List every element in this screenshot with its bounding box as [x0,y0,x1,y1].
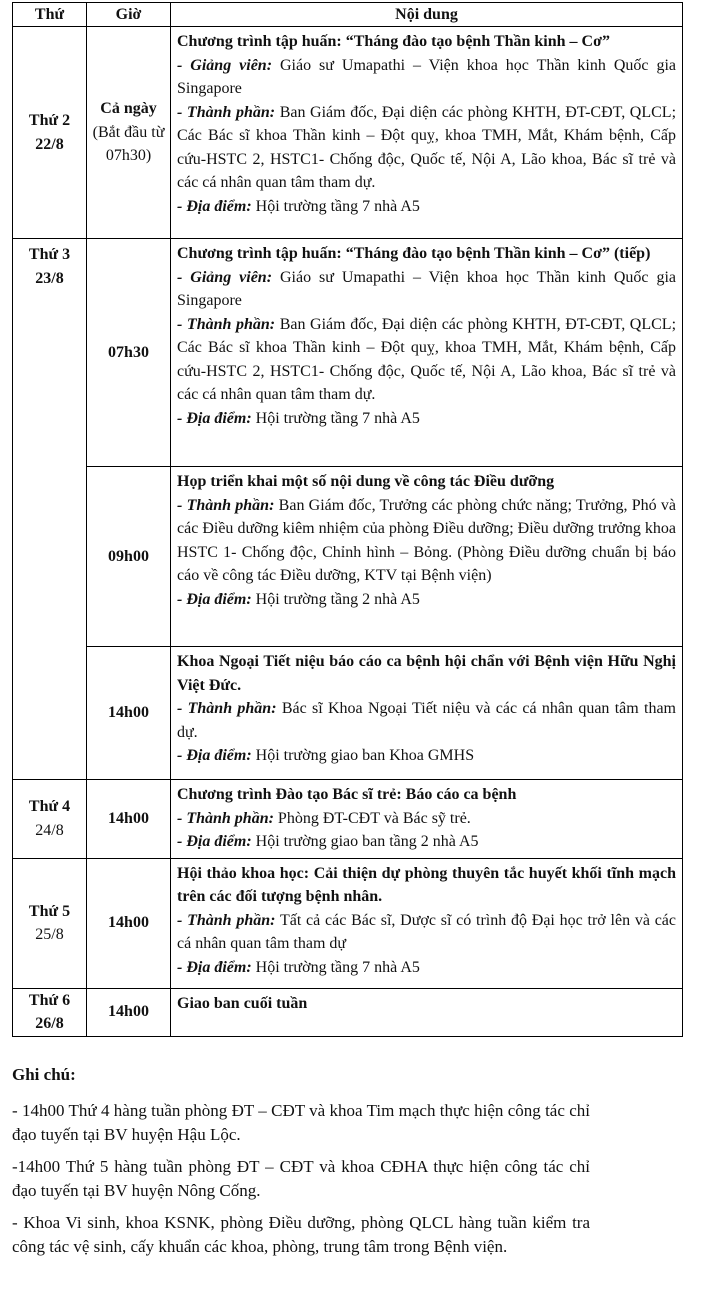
table-row [13,239,683,467]
header-time: Giờ [87,3,171,27]
event-content [171,858,683,988]
day-cell [13,988,87,1036]
event-item: - Giảng viên: Giáo sư Umapathi – Viện khoa học Thần kinh Quốc gia Singapore [177,268,676,309]
time-label: Cả ngày [100,100,157,118]
time-cell [87,780,171,859]
event-content [171,239,683,467]
event-title: Chương trình tập huấn: “Tháng đào tạo bệnh Thần kinh – Cơ” [177,33,610,50]
note-item: - Khoa Vi sinh, khoa KSNK, phòng Điều dưỡng, phòng QLCL hàng tuần kiểm tra công tác vệ sinh, cấy khuẩn các khoa, phòng, trung tâm trong Bệnh viện. [12,1213,590,1256]
header-row [13,3,683,27]
table-row [13,780,683,859]
time-cell [87,27,171,239]
event-item: - Địa điểm: Hội trường giao ban Khoa GMHS [177,747,475,764]
schedule-table [12,2,683,1037]
event-content [171,780,683,859]
time-label: 14h00 [108,810,149,827]
event-item: - Thành phần: Bác sĩ Khoa Ngoại Tiết niệu và các cá nhân quan tâm tham dự. [177,700,677,741]
time-label: 14h00 [108,704,149,722]
event-title: Chương trình tập huấn: “Tháng đào tạo bệnh Thần kinh – Cơ” (tiếp) [177,245,651,262]
day-date: 25/8 [35,926,64,943]
table-row [13,647,683,780]
event-title: Hội thảo khoa học: Cải thiện dự phòng thuyên tắc huyết khối tĩnh mạch trên các đối tượng bệnh nhân. [177,864,676,905]
note-item: -14h00 Thứ 5 hàng tuần phòng ĐT – CĐT và khoa CĐHA thực hiện công tác chỉ đạo tuyến tại BV huyện Nông Cống. [12,1157,590,1200]
day-date: 22/8 [35,135,64,153]
notes-section [12,1063,590,1267]
header-day: Thứ [13,3,87,27]
event-item: - Địa điểm: Hội trường tầng 7 nhà A5 [177,409,420,427]
day-cell [13,780,87,859]
time-note: (Bắt đầu từ 07h30) [92,123,165,165]
event-content [171,988,683,1036]
table-row [13,858,683,988]
table-row [13,27,683,239]
day-name: Thứ 2 [28,112,71,129]
day-name: Thứ 5 [28,902,71,920]
event-title: Họp triển khai một số nội dung về công tác Điều dưỡng [177,473,555,490]
time-label: 14h00 [108,914,149,932]
event-item: - Địa điểm: Hội trường tầng 2 nhà A5 [177,590,420,608]
time-cell [87,647,171,780]
day-cell [13,239,87,780]
header-content: Nội dung [171,3,683,27]
day-cell [13,27,87,239]
day-date: 23/8 [35,269,64,287]
time-cell [87,988,171,1036]
table-row [13,988,683,1036]
event-item: - Địa điểm: Hội trường tầng 7 nhà A5 [177,197,420,215]
event-item: - Thành phần: Ban Giám đốc, Đại diện các phòng KHTH, ĐT-CĐT, QLCL; Các Bác sĩ khoa Thần kinh – Đột quỵ, khoa TMH, Mắt, Khám bệnh, Cấp cứu-HSTC 2, HSTC1- Chống độc, Quốc tế, Nội A, Lão khoa, Bác sĩ trẻ và các cá nhân quan tâm tham dự. [177,315,677,403]
time-cell [87,239,171,467]
event-content [171,467,683,647]
note-item: - 14h00 Thứ 4 hàng tuần phòng ĐT – CĐT và khoa Tim mạch thực hiện công tác chỉ đạo tuyến tại BV huyện Hậu Lộc. [12,1101,590,1144]
day-date: 26/8 [35,1015,64,1032]
event-title: Chương trình Đào tạo Bác sĩ trẻ: Báo cáo ca bệnh [177,786,517,803]
event-item: - Địa điểm: Hội trường giao ban tầng 2 nhà A5 [177,833,479,850]
event-content [171,27,683,239]
time-label: 09h00 [108,547,149,565]
time-label: 14h00 [108,1003,149,1021]
day-cell [13,858,87,988]
event-item: - Thành phần: Ban Giám đốc, Trưởng các phòng chức năng; Trưởng, Phó và các Điều dưỡng kiêm nhiệm của phòng Điều dưỡng; Điều dưỡng trưởng khoa HSTC 1- Chống độc, Chỉnh hình – Bỏng. (Phòng Điều dưỡng chuẩn bị báo cáo về công tác Điều dưỡng, KTV tại Bệnh viện) [177,496,677,584]
time-label: 07h30 [108,343,149,361]
time-cell [87,467,171,647]
event-content [171,647,683,780]
day-name: Thứ 4 [28,798,71,816]
time-cell [87,858,171,988]
event-item: - Địa điểm: Hội trường tầng 7 nhà A5 [177,958,420,976]
event-item: - Thành phần: Tất cả các Bác sĩ, Dược sĩ có trình độ Đại học trở lên và các cá nhân quan tâm tham dự [177,911,677,952]
event-title: Giao ban cuối tuần [177,994,308,1012]
event-title: Khoa Ngoại Tiết niệu báo cáo ca bệnh hội chẩn với Bệnh viện Hữu Nghị Việt Đức. [177,653,676,694]
day-name: Thứ 3 [28,246,71,263]
notes-heading: Ghi chú: [12,1065,76,1084]
day-date: 24/8 [35,821,64,839]
event-item: - Giảng viên: Giáo sư Umapathi – Viện khoa học Thần kinh Quốc gia Singapore [177,56,676,97]
table-row [13,467,683,647]
event-item: - Thành phần: Phòng ĐT-CĐT và Bác sỹ trẻ. [177,809,471,827]
event-item: - Thành phần: Ban Giám đốc, Đại diện các phòng KHTH, ĐT-CĐT, QLCL; Các Bác sĩ khoa Thần kinh – Đột quỵ, khoa TMH, Mắt, Khám bệnh, Cấp cứu-HSTC 2, HSTC1- Chống độc, Quốc tế, Nội A, Lão khoa, Bác sĩ trẻ và các cá nhân quan tâm tham dự. [177,103,677,191]
day-name: Thứ 6 [28,991,71,1009]
